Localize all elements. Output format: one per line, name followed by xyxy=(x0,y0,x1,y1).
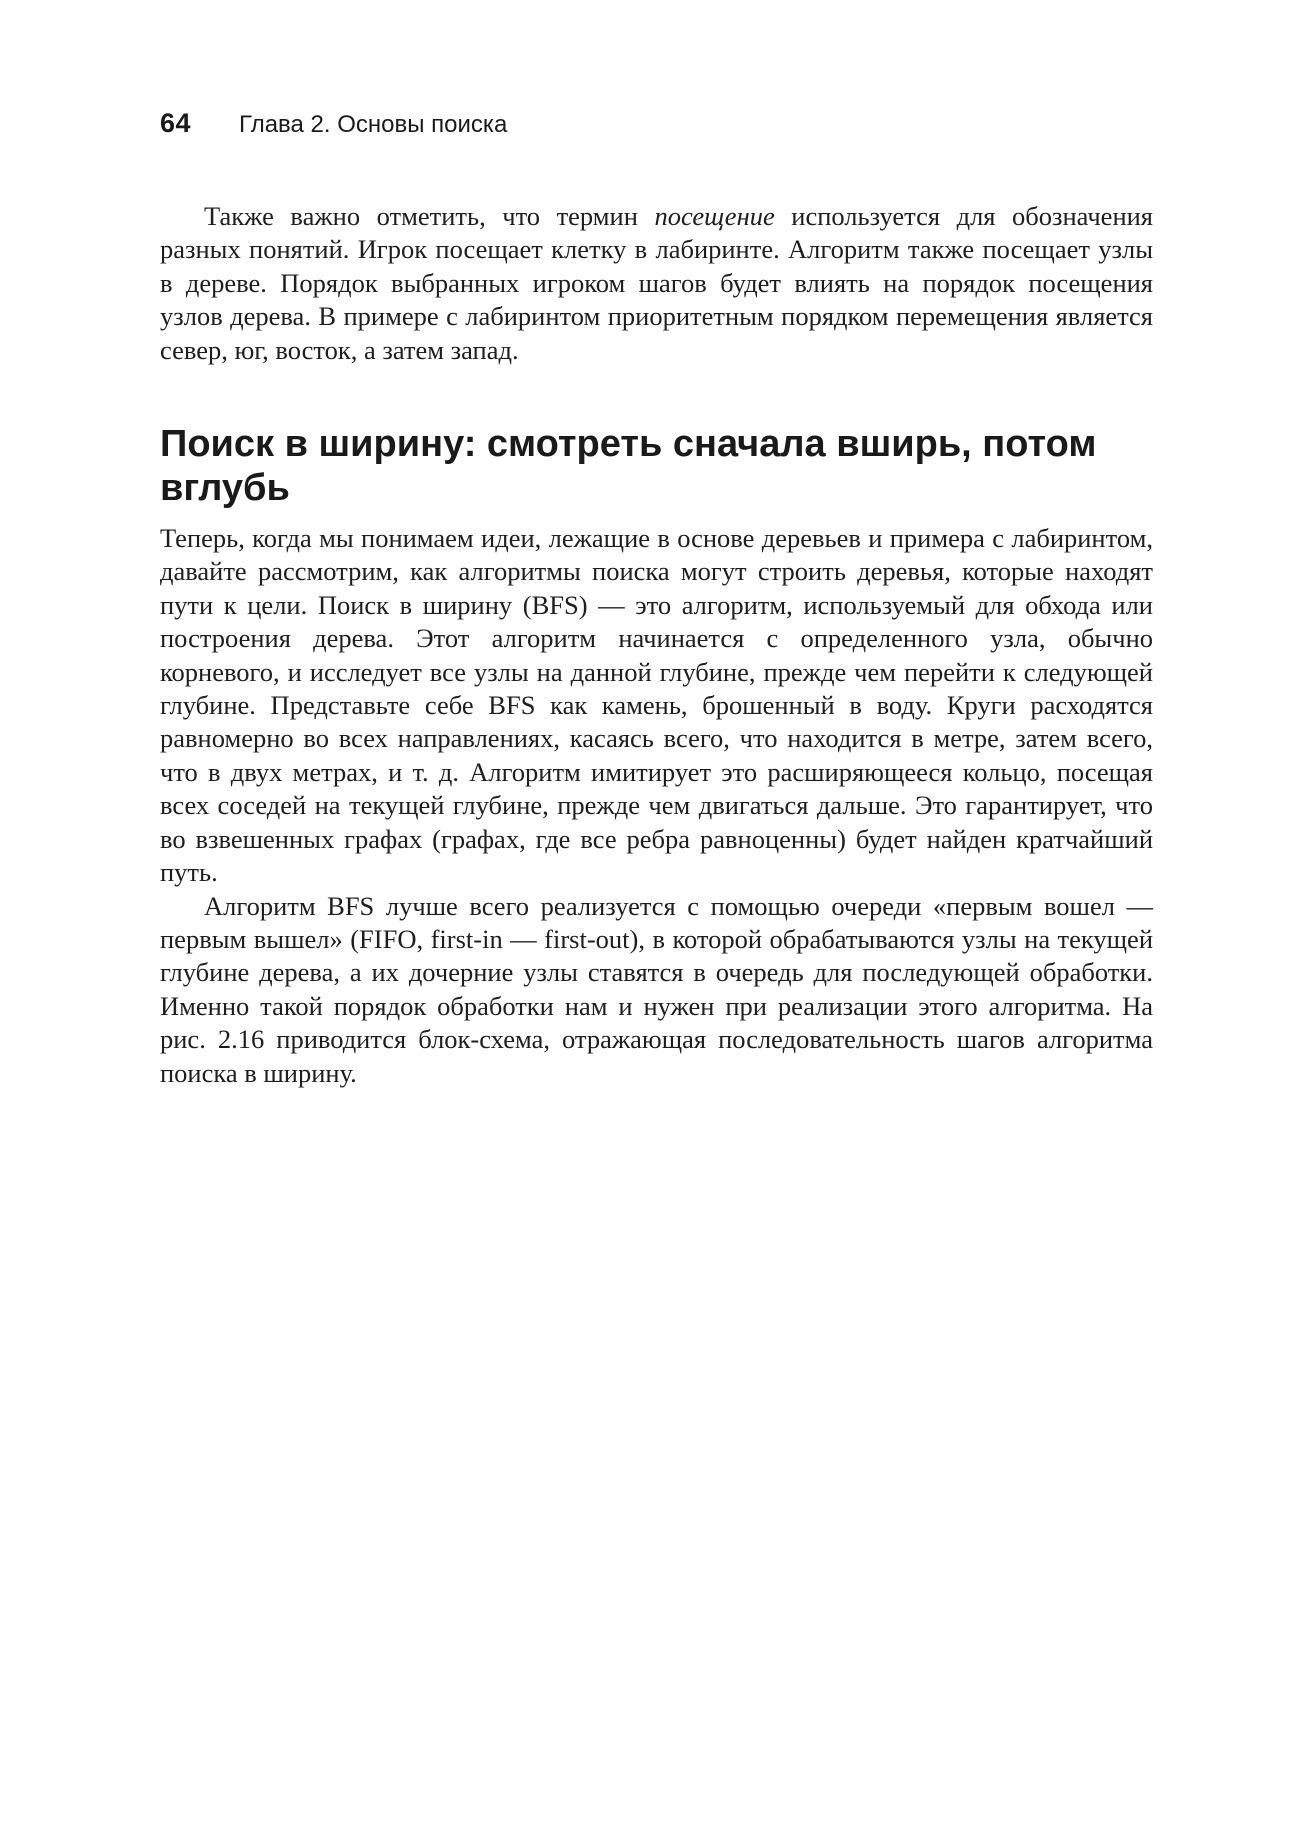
page-body xyxy=(160,200,1153,1090)
paragraph-text-end: используется для обозначения разных понятий. Игрок посещает клетку в лабиринте. Алгоритм также посещает узлы в дереве. Порядок выбранных игроком шагов будет влиять на порядок посещения узлов дерева. В примере с лабиринтом приоритетным порядком перемещения является север, юг, восток, а затем запад. xyxy=(160,201,1153,365)
paragraph-bfs-intro: Теперь, когда мы понимаем идеи, лежащие в основе деревьев и примера с лабиринтом, давайте рассмотрим, как алгоритмы поиска могут строить деревья, которые находят пути к цели. Поиск в ширину (BFS) — это алгоритм, используемый для обхода или построения дерева. Этот алгоритм начинается с определенного узла, обычно корневого, и исследует все узлы на данной глубине, прежде чем перейти к следующей глубине. Представьте себе BFS как камень, брошенный в воду. Круги расходятся равномерно во всех направлениях, касаясь всего, что находится в метре, затем всего, что в двух метрах, и т. д. Алгоритм имитирует это расширяющееся кольцо, посещая всех соседей на текущей глубине, прежде чем двигаться дальше. Это гарантирует, что во взвешенных графах (графах, где все ребра равноценны) будет найден кратчайший путь. xyxy=(160,523,1153,888)
page-number: 64 xyxy=(160,108,192,138)
running-head xyxy=(160,108,507,139)
paragraph-bfs-queue: Алгоритм BFS лучше всего реализуется с помощью очереди «первым вошел — первым вышел» (FIFO, first-in — first-out), в которой обрабатываются узлы на текущей глубине дерева, а их дочерние узлы ставятся в очередь для последующей обработки. Именно такой порядок обработки нам и нужен при реализации этого алгоритма. На рис. 2.16 приводится блок-схема, отражающая последовательность шагов алгоритма поиска в ширину. xyxy=(160,890,1153,1088)
paragraph-text-start: Также важно отметить, что термин xyxy=(204,201,655,231)
section-heading: Поиск в ширину: смотреть сначала вширь, потом вглубь xyxy=(160,423,1097,510)
emphasized-term: посещение xyxy=(654,201,775,231)
chapter-title: Глава 2. Основы поиска xyxy=(239,111,508,138)
paragraph-visiting-term xyxy=(160,200,1153,367)
